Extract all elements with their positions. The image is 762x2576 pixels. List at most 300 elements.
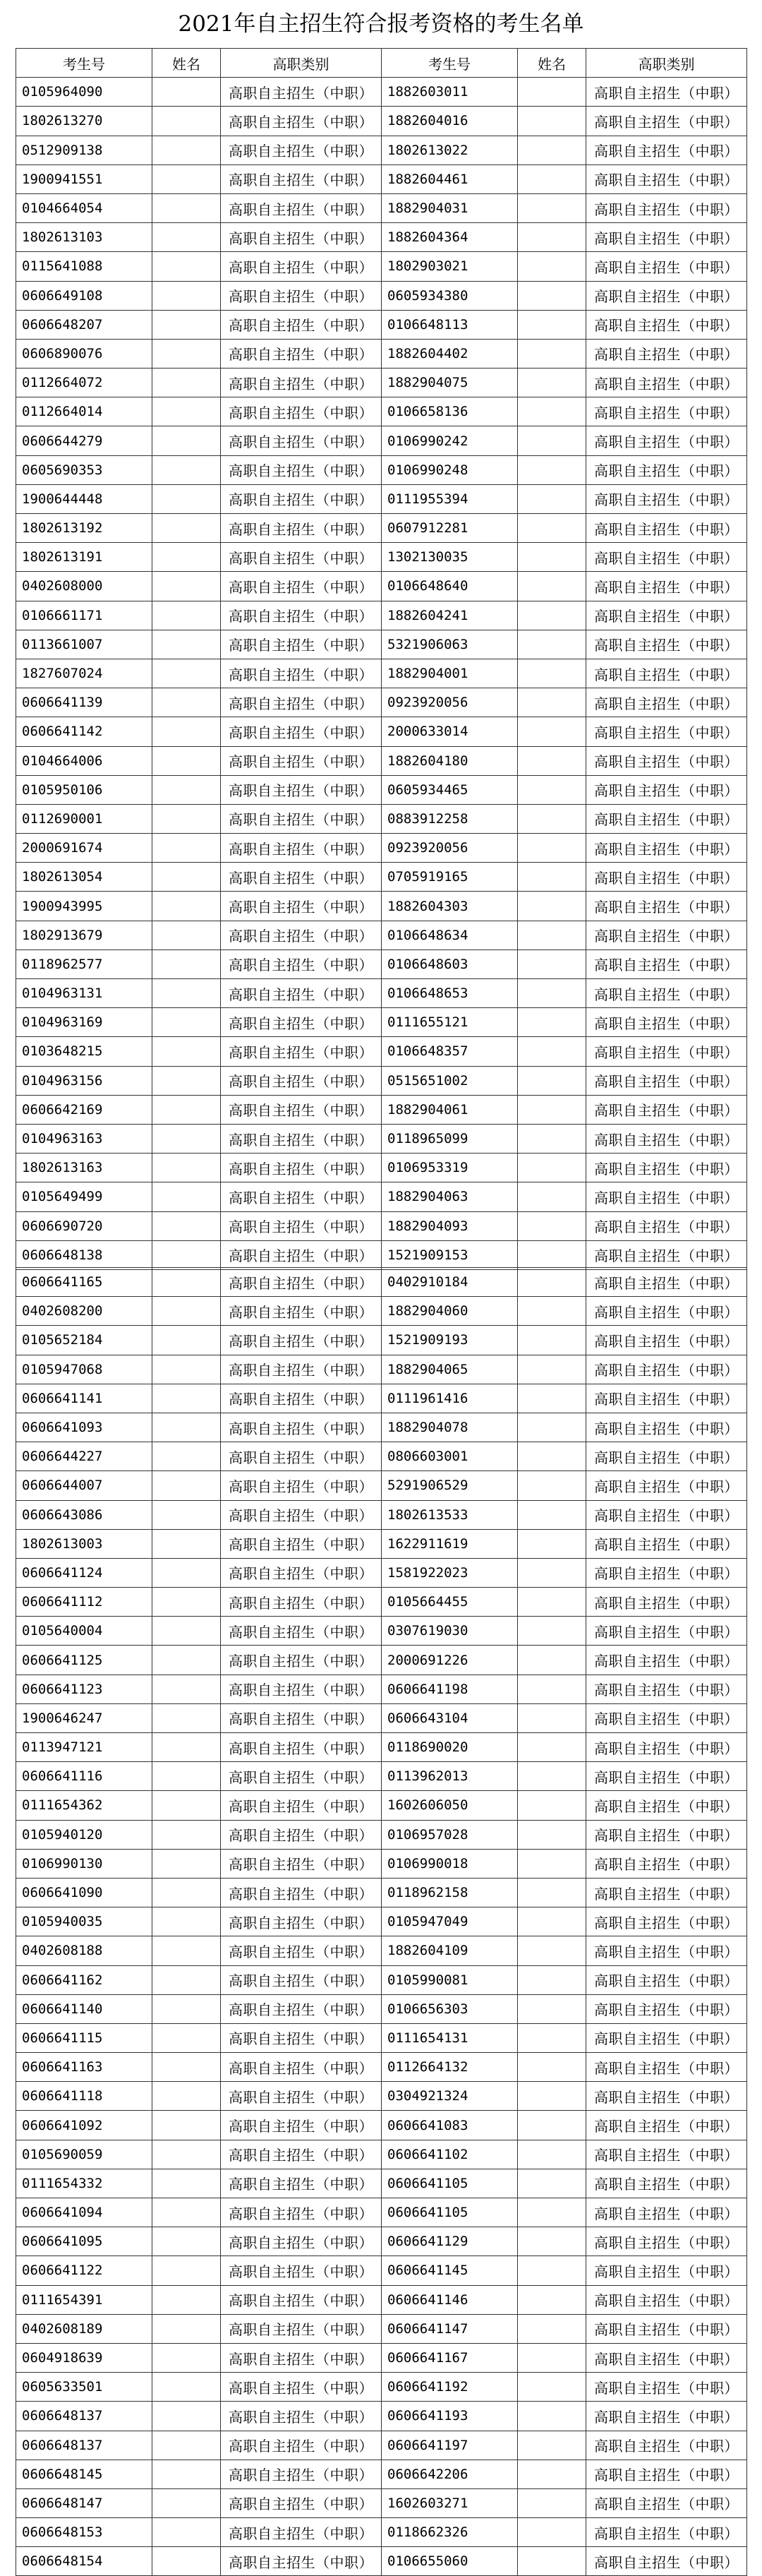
- category-cell: 高职自主招生（中职）: [221, 2082, 382, 2111]
- category-cell: 高职自主招生（中职）: [221, 746, 382, 775]
- exam-id-cell: 0607912281: [382, 514, 518, 543]
- name-cell: [518, 1994, 586, 2023]
- name-cell: [152, 426, 221, 455]
- name-cell: [518, 1617, 586, 1646]
- table-row: [16, 2431, 747, 2460]
- exam-id-cell: 0105990081: [382, 1965, 518, 1994]
- name-cell: [518, 1211, 586, 1240]
- table-row: [16, 572, 747, 601]
- category-cell: 高职自主招生（中职）: [586, 949, 747, 978]
- category-cell: 高职自主招生（中职）: [586, 2140, 747, 2169]
- table-row: [16, 2053, 747, 2082]
- exam-id-cell: 0118962577: [16, 949, 152, 978]
- name-cell: [518, 1326, 586, 1355]
- name-cell: [518, 572, 586, 601]
- name-cell: [152, 804, 221, 833]
- name-cell: [152, 659, 221, 688]
- exam-id-cell: 0606641095: [16, 2227, 152, 2256]
- exam-id-cell: 0923920056: [382, 688, 518, 717]
- exam-id-cell: 0606648154: [16, 2547, 152, 2576]
- category-cell: 高职自主招生（中职）: [586, 1529, 747, 1558]
- name-cell: [518, 1240, 586, 1269]
- table-row: [16, 2373, 747, 2402]
- exam-id-cell: 0606641105: [382, 2169, 518, 2198]
- name-cell: [518, 1154, 586, 1182]
- table-row: [16, 252, 747, 281]
- header-category: 高职类别: [586, 49, 747, 78]
- exam-id-cell: 1521909193: [382, 1326, 518, 1355]
- category-cell: 高职自主招生（中职）: [586, 136, 747, 164]
- category-cell: 高职自主招生（中职）: [221, 2169, 382, 2198]
- exam-id-cell: 0604918639: [16, 2343, 152, 2372]
- exam-id-cell: 0105640004: [16, 1617, 152, 1646]
- name-cell: [518, 1066, 586, 1095]
- name-cell: [518, 746, 586, 775]
- table-row: [16, 2314, 747, 2343]
- table-row: [16, 949, 747, 978]
- exam-id-cell: 0111655121: [382, 1008, 518, 1037]
- category-cell: 高职自主招生（中职）: [221, 892, 382, 921]
- exam-id-cell: 0106648653: [382, 979, 518, 1008]
- table-row: [16, 804, 747, 833]
- name-cell: [152, 1936, 221, 1965]
- exam-id-cell: 0606641142: [16, 717, 152, 746]
- table-row: [16, 2169, 747, 2198]
- exam-id-cell: 1900646247: [16, 1703, 152, 1732]
- table-row: [16, 397, 747, 426]
- exam-id-cell: 0106648640: [382, 572, 518, 601]
- exam-id-cell: 1882604303: [382, 892, 518, 921]
- category-cell: 高职自主招生（中职）: [221, 1994, 382, 2023]
- name-cell: [152, 1297, 221, 1326]
- exam-id-cell: 0606648137: [16, 2431, 152, 2460]
- category-cell: 高职自主招生（中职）: [586, 1500, 747, 1529]
- name-cell: [518, 1037, 586, 1066]
- category-cell: 高职自主招生（中职）: [221, 1791, 382, 1820]
- name-cell: [518, 2343, 586, 2372]
- exam-id-cell: 1882604402: [382, 339, 518, 368]
- name-cell: [152, 1154, 221, 1182]
- name-cell: [152, 484, 221, 513]
- name-cell: [518, 688, 586, 717]
- exam-id-cell: 1802913679: [16, 921, 152, 949]
- exam-id-cell: 0606648153: [16, 2518, 152, 2547]
- name-cell: [518, 2285, 586, 2314]
- name-cell: [518, 1384, 586, 1413]
- category-cell: 高职自主招生（中职）: [586, 1384, 747, 1413]
- name-cell: [152, 1124, 221, 1153]
- name-cell: [518, 310, 586, 339]
- name-cell: [518, 369, 586, 397]
- name-cell: [518, 455, 586, 484]
- category-cell: 高职自主招生（中职）: [586, 1037, 747, 1066]
- category-cell: 高职自主招生（中职）: [586, 281, 747, 310]
- category-cell: 高职自主招生（中职）: [221, 2140, 382, 2169]
- table-row: [16, 1413, 747, 1442]
- name-cell: [518, 484, 586, 513]
- exam-id-cell: 0606641112: [16, 1588, 152, 1617]
- exam-id-cell: 2000691674: [16, 834, 152, 863]
- category-cell: 高职自主招生（中职）: [221, 1066, 382, 1095]
- category-cell: 高职自主招生（中职）: [221, 1095, 382, 1124]
- table-row: [16, 2402, 747, 2431]
- name-cell: [518, 78, 586, 107]
- name-cell: [518, 804, 586, 833]
- category-cell: 高职自主招生（中职）: [221, 979, 382, 1008]
- name-cell: [518, 2140, 586, 2169]
- table-row: [16, 1558, 747, 1587]
- category-cell: 高职自主招生（中职）: [221, 1965, 382, 1994]
- exam-id-cell: 1882604109: [382, 1936, 518, 1965]
- exam-id-cell: 5291906529: [382, 1471, 518, 1500]
- category-cell: 高职自主招生（中职）: [221, 1471, 382, 1500]
- table-row: [16, 1442, 747, 1471]
- category-cell: 高职自主招生（中职）: [586, 339, 747, 368]
- category-cell: 高职自主招生（中职）: [221, 775, 382, 804]
- name-cell: [152, 2460, 221, 2488]
- exam-id-cell: 0106990248: [382, 455, 518, 484]
- name-cell: [152, 775, 221, 804]
- name-cell: [518, 717, 586, 746]
- name-cell: [518, 193, 586, 222]
- category-cell: 高职自主招生（中职）: [586, 1965, 747, 1994]
- exam-id-cell: 0106661171: [16, 601, 152, 630]
- name-cell: [518, 1965, 586, 1994]
- table-row: [16, 2198, 747, 2227]
- name-cell: [152, 2488, 221, 2517]
- name-cell: [152, 572, 221, 601]
- category-cell: 高职自主招生（中职）: [221, 1762, 382, 1791]
- exam-id-cell: 0606644007: [16, 1471, 152, 1500]
- category-cell: 高职自主招生（中职）: [586, 193, 747, 222]
- category-cell: 高职自主招生（中职）: [586, 1297, 747, 1326]
- exam-id-cell: 1882904060: [382, 1297, 518, 1326]
- exam-id-cell: 1802613054: [16, 863, 152, 892]
- name-cell: [518, 1646, 586, 1675]
- category-cell: 高职自主招生（中职）: [221, 949, 382, 978]
- exam-id-cell: 0402608200: [16, 1297, 152, 1326]
- exam-id-cell: 1882604364: [382, 223, 518, 252]
- name-cell: [152, 921, 221, 949]
- exam-id-cell: 1802613533: [382, 1500, 518, 1529]
- exam-id-cell: 0705919165: [382, 863, 518, 892]
- name-cell: [518, 1182, 586, 1211]
- exam-id-cell: 0606641163: [16, 2053, 152, 2082]
- category-cell: 高职自主招生（中职）: [221, 1733, 382, 1762]
- name-cell: [152, 1965, 221, 1994]
- exam-id-cell: 0606641123: [16, 1675, 152, 1703]
- table-row: [16, 1297, 747, 1326]
- exam-id-cell: 1602606050: [382, 1791, 518, 1820]
- category-cell: 高职自主招生（中职）: [586, 1095, 747, 1124]
- category-cell: 高职自主招生（中职）: [221, 369, 382, 397]
- exam-id-cell: 0606648147: [16, 2488, 152, 2517]
- category-cell: 高职自主招生（中职）: [221, 1182, 382, 1211]
- exam-id-cell: 0111654332: [16, 2169, 152, 2198]
- table-row: [16, 1037, 747, 1066]
- name-cell: [152, 2227, 221, 2256]
- name-cell: [518, 1791, 586, 1820]
- category-cell: 高职自主招生（中职）: [586, 2488, 747, 2517]
- exam-id-cell: 1882904001: [382, 659, 518, 688]
- name-cell: [518, 1558, 586, 1587]
- exam-id-cell: 0606641115: [16, 2023, 152, 2052]
- exam-id-cell: 0923920056: [382, 834, 518, 863]
- category-cell: 高职自主招生（中职）: [221, 630, 382, 659]
- exam-id-cell: 1802903021: [382, 252, 518, 281]
- name-cell: [152, 78, 221, 107]
- name-cell: [518, 1124, 586, 1153]
- exam-id-cell: 0402608188: [16, 1936, 152, 1965]
- category-cell: 高职自主招生（中职）: [586, 455, 747, 484]
- exam-id-cell: 0106655060: [382, 2547, 518, 2576]
- name-cell: [152, 601, 221, 630]
- exam-id-cell: 0606641141: [16, 1384, 152, 1413]
- category-cell: 高职自主招生（中职）: [586, 572, 747, 601]
- exam-id-cell: 0113962013: [382, 1762, 518, 1791]
- exam-id-cell: 0606641124: [16, 1558, 152, 1587]
- category-cell: 高职自主招生（中职）: [586, 1878, 747, 1907]
- name-cell: [518, 164, 586, 193]
- exam-id-cell: 0606890076: [16, 339, 152, 368]
- table-row: [16, 717, 747, 746]
- table-row: [16, 1154, 747, 1182]
- category-cell: 高职自主招生（中职）: [586, 2082, 747, 2111]
- name-cell: [152, 2140, 221, 2169]
- exam-id-cell: 0118662326: [382, 2518, 518, 2547]
- table-row: [16, 136, 747, 164]
- category-cell: 高职自主招生（中职）: [586, 2285, 747, 2314]
- category-cell: 高职自主招生（中职）: [586, 1849, 747, 1878]
- category-cell: 高职自主招生（中职）: [586, 1646, 747, 1675]
- name-cell: [152, 1182, 221, 1211]
- table-row: [16, 1878, 747, 1907]
- category-cell: 高职自主招生（中职）: [586, 252, 747, 281]
- name-cell: [152, 223, 221, 252]
- table-row: [16, 2285, 747, 2314]
- exam-id-cell: 0606641146: [382, 2285, 518, 2314]
- exam-id-cell: 0515651002: [382, 1066, 518, 1095]
- table-row: [16, 2140, 747, 2169]
- category-cell: 高职自主招生（中职）: [221, 921, 382, 949]
- category-cell: 高职自主招生（中职）: [221, 1008, 382, 1037]
- header-name: 姓名: [518, 49, 586, 78]
- category-cell: 高职自主招生（中职）: [586, 1994, 747, 2023]
- name-cell: [152, 252, 221, 281]
- name-cell: [518, 426, 586, 455]
- exam-id-cell: 0606644227: [16, 1442, 152, 1471]
- table-row: [16, 107, 747, 136]
- category-cell: 高职自主招生（中职）: [221, 1703, 382, 1732]
- exam-id-cell: 0606641129: [382, 2227, 518, 2256]
- table-row: [16, 164, 747, 193]
- name-cell: [518, 136, 586, 164]
- exam-id-cell: 1882904075: [382, 369, 518, 397]
- exam-id-cell: 0605934380: [382, 281, 518, 310]
- category-cell: 高职自主招生（中职）: [221, 1413, 382, 1442]
- name-cell: [152, 2256, 221, 2285]
- name-cell: [152, 193, 221, 222]
- category-cell: 高职自主招生（中职）: [586, 1240, 747, 1269]
- category-cell: 高职自主招生（中职）: [221, 1675, 382, 1703]
- category-cell: 高职自主招生（中职）: [221, 1154, 382, 1182]
- name-cell: [152, 2547, 221, 2576]
- name-cell: [518, 1936, 586, 1965]
- table-row: [16, 979, 747, 1008]
- category-cell: 高职自主招生（中职）: [586, 688, 747, 717]
- name-cell: [518, 2402, 586, 2431]
- exam-id-cell: 0111654391: [16, 2285, 152, 2314]
- exam-id-cell: 0606649108: [16, 281, 152, 310]
- table-row: [16, 921, 747, 949]
- table-row: [16, 1849, 747, 1878]
- exam-id-cell: 0104963131: [16, 979, 152, 1008]
- exam-id-cell: 0106648113: [382, 310, 518, 339]
- category-cell: 高职自主招生（中职）: [586, 1124, 747, 1153]
- category-cell: 高职自主招生（中职）: [586, 746, 747, 775]
- table-row: [16, 1994, 747, 2023]
- name-cell: [518, 1442, 586, 1471]
- name-cell: [152, 1733, 221, 1762]
- exam-id-cell: 0402910184: [382, 1268, 518, 1297]
- name-cell: [518, 2518, 586, 2547]
- exam-id-cell: 0112664014: [16, 397, 152, 426]
- exam-id-cell: 1602603271: [382, 2488, 518, 2517]
- exam-id-cell: 0111654362: [16, 1791, 152, 1820]
- category-cell: 高职自主招生（中职）: [586, 2431, 747, 2460]
- exam-id-cell: 0304921324: [382, 2082, 518, 2111]
- name-cell: [518, 921, 586, 949]
- category-cell: 高职自主招生（中职）: [221, 2285, 382, 2314]
- header-exam-id: 考生号: [382, 49, 518, 78]
- exam-id-cell: 0606641105: [382, 2198, 518, 2227]
- name-cell: [152, 397, 221, 426]
- name-cell: [152, 1762, 221, 1791]
- name-cell: [152, 2314, 221, 2343]
- name-cell: [152, 107, 221, 136]
- name-cell: [152, 455, 221, 484]
- exam-id-cell: 0105664455: [382, 1588, 518, 1617]
- category-cell: 高职自主招生（中职）: [221, 136, 382, 164]
- category-cell: 高职自主招生（中职）: [221, 1384, 382, 1413]
- name-cell: [152, 892, 221, 921]
- name-cell: [518, 1529, 586, 1558]
- category-cell: 高职自主招生（中职）: [586, 2314, 747, 2343]
- table-row: [16, 1791, 747, 1820]
- exam-id-cell: 0106957028: [382, 1820, 518, 1849]
- name-cell: [152, 369, 221, 397]
- category-cell: 高职自主招生（中职）: [586, 863, 747, 892]
- name-cell: [152, 339, 221, 368]
- exam-id-cell: 0105964090: [16, 78, 152, 107]
- category-cell: 高职自主招生（中职）: [221, 1326, 382, 1355]
- table-row: [16, 1733, 747, 1762]
- category-cell: 高职自主招生（中职）: [221, 834, 382, 863]
- exam-id-cell: 0106990130: [16, 1849, 152, 1878]
- category-cell: 高职自主招生（中职）: [221, 78, 382, 107]
- exam-id-cell: 0606641167: [382, 2343, 518, 2372]
- category-cell: 高职自主招生（中职）: [221, 659, 382, 688]
- table-row: [16, 2518, 747, 2547]
- name-cell: [518, 1413, 586, 1442]
- category-cell: 高职自主招生（中职）: [586, 2053, 747, 2082]
- category-cell: 高职自主招生（中职）: [586, 164, 747, 193]
- category-cell: 高职自主招生（中职）: [586, 2373, 747, 2402]
- name-cell: [152, 136, 221, 164]
- category-cell: 高职自主招生（中职）: [221, 1617, 382, 1646]
- name-cell: [152, 1994, 221, 2023]
- category-cell: 高职自主招生（中职）: [221, 2343, 382, 2372]
- category-cell: 高职自主招生（中职）: [221, 1037, 382, 1066]
- category-cell: 高职自主招生（中职）: [586, 892, 747, 921]
- category-cell: 高职自主招生（中职）: [221, 1529, 382, 1558]
- name-cell: [518, 2314, 586, 2343]
- table-row: [16, 514, 747, 543]
- name-cell: [518, 601, 586, 630]
- category-cell: 高职自主招生（中职）: [586, 1066, 747, 1095]
- category-cell: 高职自主招生（中职）: [586, 2518, 747, 2547]
- exam-id-cell: 1882604241: [382, 601, 518, 630]
- exam-id-cell: 1521909153: [382, 1240, 518, 1269]
- exam-id-cell: 1622911619: [382, 1529, 518, 1558]
- category-cell: 高职自主招生（中职）: [221, 1355, 382, 1384]
- category-cell: 高职自主招生（中职）: [221, 2314, 382, 2343]
- name-cell: [152, 1355, 221, 1384]
- category-cell: 高职自主招生（中职）: [586, 310, 747, 339]
- exam-id-cell: 0606641140: [16, 1994, 152, 2023]
- name-cell: [518, 1095, 586, 1124]
- table-row: [16, 2256, 747, 2285]
- name-cell: [518, 1297, 586, 1326]
- exam-id-cell: 1882604461: [382, 164, 518, 193]
- category-cell: 高职自主招生（中职）: [221, 484, 382, 513]
- exam-id-cell: 0606644279: [16, 426, 152, 455]
- exam-id-cell: 0106990242: [382, 426, 518, 455]
- table-row: [16, 746, 747, 775]
- category-cell: 高职自主招生（中职）: [221, 717, 382, 746]
- name-cell: [152, 1384, 221, 1413]
- exam-id-cell: 1882904063: [382, 1182, 518, 1211]
- category-cell: 高职自主招生（中职）: [586, 979, 747, 1008]
- category-cell: 高职自主招生（中职）: [586, 2111, 747, 2140]
- category-cell: 高职自主招生（中职）: [221, 2053, 382, 2082]
- exam-id-cell: 0606690720: [16, 1211, 152, 1240]
- table-row: [16, 1820, 747, 1849]
- name-cell: [518, 1849, 586, 1878]
- name-cell: [152, 2169, 221, 2198]
- table-row: [16, 1529, 747, 1558]
- header-name: 姓名: [152, 49, 221, 78]
- name-cell: [518, 834, 586, 863]
- table-row: [16, 426, 747, 455]
- name-cell: [152, 1849, 221, 1878]
- table-row: [16, 484, 747, 513]
- category-cell: 高职自主招生（中职）: [221, 2547, 382, 2576]
- name-cell: [518, 775, 586, 804]
- table-row: [16, 2023, 747, 2052]
- category-cell: 高职自主招生（中职）: [221, 2256, 382, 2285]
- exam-id-cell: 0105940120: [16, 1820, 152, 1849]
- name-cell: [152, 1442, 221, 1471]
- name-cell: [152, 2082, 221, 2111]
- table-row: [16, 2082, 747, 2111]
- exam-id-cell: 1882604180: [382, 746, 518, 775]
- category-cell: 高职自主招生（中职）: [221, 2431, 382, 2460]
- name-cell: [152, 1037, 221, 1066]
- category-cell: 高职自主招生（中职）: [586, 426, 747, 455]
- exam-id-cell: 5321906063: [382, 630, 518, 659]
- category-cell: 高职自主招生（中职）: [586, 1154, 747, 1182]
